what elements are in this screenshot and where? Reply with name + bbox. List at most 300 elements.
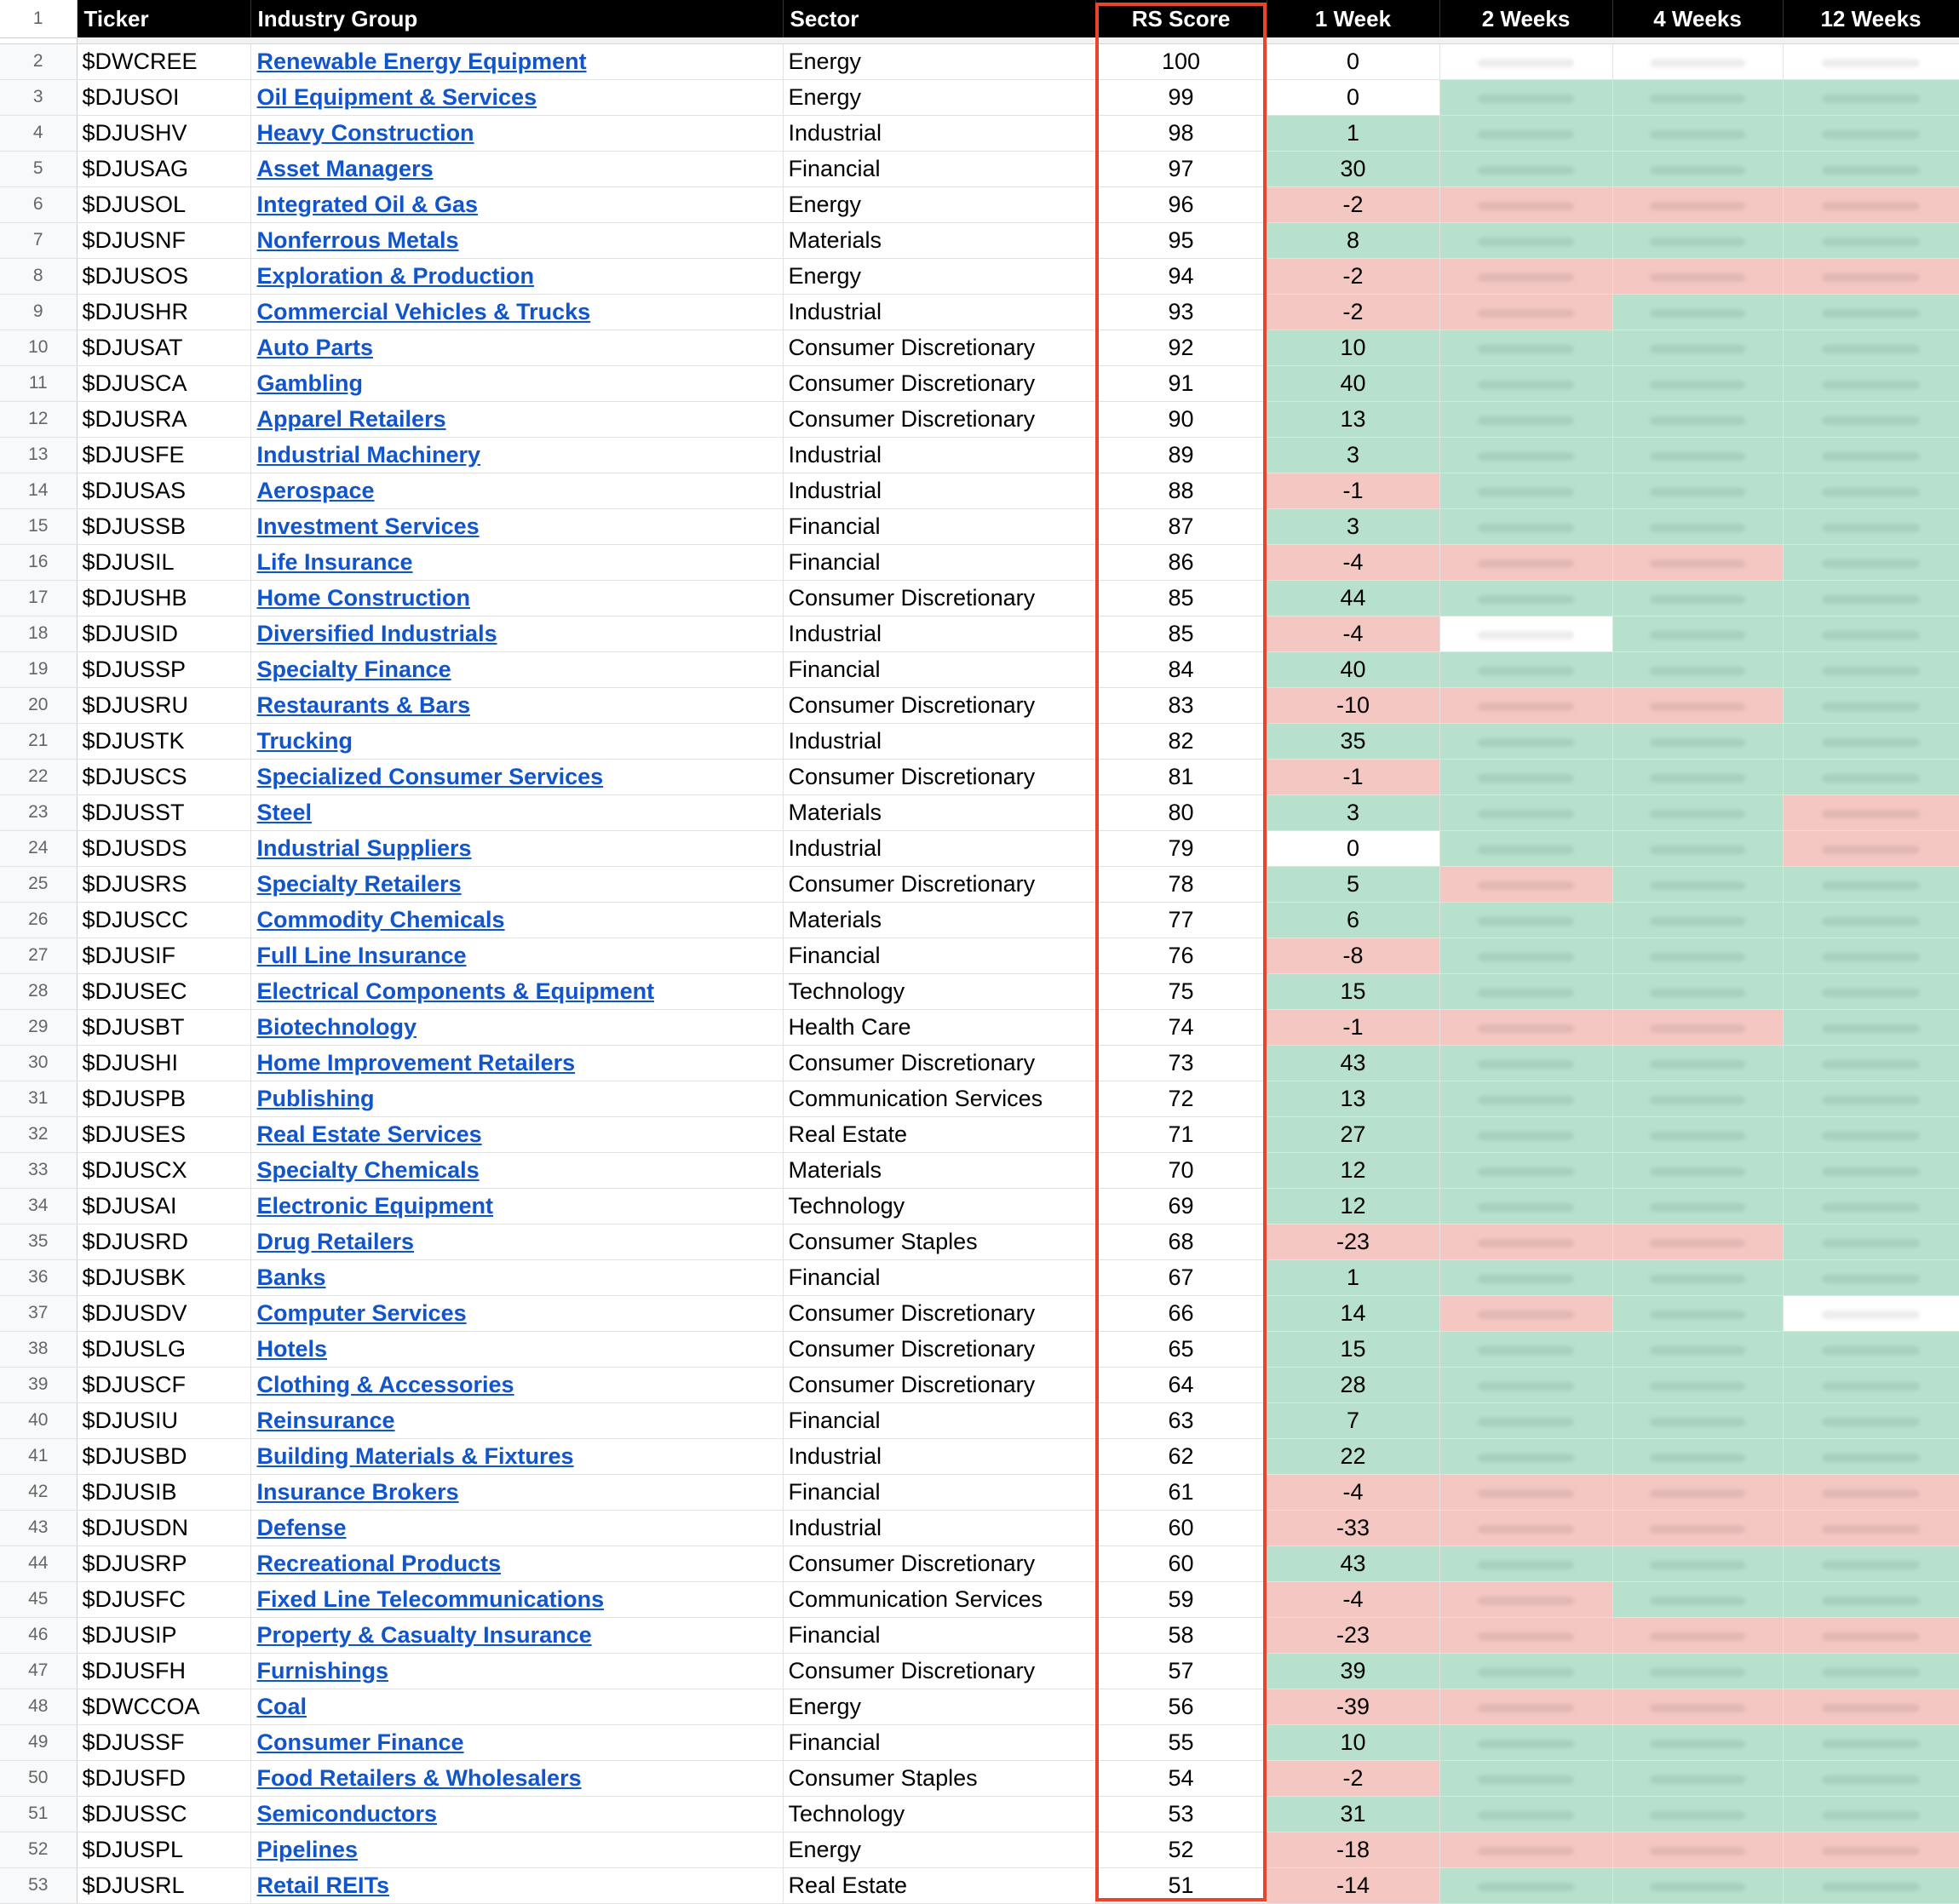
rs-score-cell[interactable]: 77 <box>1095 902 1267 938</box>
week12-change-cell-redacted[interactable] <box>1783 1224 1959 1259</box>
ticker-cell[interactable]: $DJUSRU <box>77 687 250 723</box>
week12-change-cell-redacted[interactable] <box>1783 973 1959 1009</box>
sector-cell[interactable]: Technology <box>783 1796 1095 1832</box>
ticker-cell[interactable]: $DJUSRP <box>77 1546 250 1581</box>
industry-group-cell[interactable] <box>250 115 783 151</box>
ticker-cell[interactable]: $DJUSPL <box>77 1832 250 1867</box>
industry-group-cell[interactable] <box>250 830 783 866</box>
week1-change-cell[interactable]: 1 <box>1267 1259 1439 1295</box>
week1-change-cell[interactable]: 10 <box>1267 1724 1439 1760</box>
rs-score-cell[interactable]: 82 <box>1095 723 1267 759</box>
ticker-cell[interactable]: $DJUSAS <box>77 473 250 508</box>
industry-group-cell[interactable] <box>250 1653 783 1689</box>
week2-change-cell-redacted[interactable] <box>1439 830 1612 866</box>
industry-group-link[interactable]: Biotechnology <box>256 1013 417 1040</box>
sector-cell[interactable]: Industrial <box>783 723 1095 759</box>
ticker-cell[interactable]: $DJUSHI <box>77 1045 250 1081</box>
industry-group-link[interactable]: Diversified Industrials <box>256 620 497 646</box>
week12-change-cell-redacted[interactable] <box>1783 1796 1959 1832</box>
sector-cell[interactable]: Consumer Discretionary <box>783 401 1095 437</box>
ticker-cell[interactable]: $DJUSCF <box>77 1367 250 1402</box>
week2-change-cell-redacted[interactable] <box>1439 616 1612 651</box>
industry-group-link[interactable]: Industrial Suppliers <box>256 834 472 861</box>
week1-change-cell[interactable]: -14 <box>1267 1867 1439 1903</box>
industry-group-link[interactable]: Nonferrous Metals <box>256 227 459 253</box>
week4-change-cell-redacted[interactable] <box>1612 1367 1783 1402</box>
ticker-cell[interactable]: $DJUSAI <box>77 1188 250 1224</box>
industry-group-link[interactable]: Real Estate Services <box>256 1121 482 1147</box>
week1-change-cell[interactable]: -23 <box>1267 1617 1439 1653</box>
ticker-cell[interactable]: $DJUSFE <box>77 437 250 473</box>
industry-group-cell[interactable] <box>250 1832 783 1867</box>
industry-group-link[interactable]: Drug Retailers <box>256 1228 415 1254</box>
week1-change-cell[interactable]: -4 <box>1267 1474 1439 1510</box>
week1-change-cell[interactable]: -33 <box>1267 1510 1439 1546</box>
industry-group-cell[interactable] <box>250 1510 783 1546</box>
sector-cell[interactable]: Communication Services <box>783 1081 1095 1116</box>
row-number[interactable]: 33 <box>0 1152 77 1188</box>
week4-change-cell-redacted[interactable] <box>1612 1188 1783 1224</box>
week1-change-cell[interactable]: 40 <box>1267 651 1439 687</box>
row-number[interactable]: 21 <box>0 723 77 759</box>
week4-change-cell-redacted[interactable] <box>1612 938 1783 973</box>
ticker-cell[interactable]: $DJUSDS <box>77 830 250 866</box>
ticker-cell[interactable]: $DJUSIP <box>77 1617 250 1653</box>
rs-score-cell[interactable]: 98 <box>1095 115 1267 151</box>
week2-change-cell-redacted[interactable] <box>1439 115 1612 151</box>
industry-group-link[interactable]: Home Construction <box>256 584 471 611</box>
week2-change-cell-redacted[interactable] <box>1439 759 1612 794</box>
week2-change-cell-redacted[interactable] <box>1439 1367 1612 1402</box>
week1-change-cell[interactable]: 44 <box>1267 580 1439 616</box>
week2-change-cell-redacted[interactable] <box>1439 1259 1612 1295</box>
week2-change-cell-redacted[interactable] <box>1439 1724 1612 1760</box>
industry-group-cell[interactable] <box>250 1867 783 1903</box>
column-header-2-weeks[interactable]: 2 Weeks <box>1439 0 1612 37</box>
week12-change-cell-redacted[interactable] <box>1783 1188 1959 1224</box>
ticker-cell[interactable]: $DJUSOS <box>77 258 250 294</box>
industry-group-link[interactable]: Life Insurance <box>256 548 413 575</box>
week12-change-cell-redacted[interactable] <box>1783 151 1959 186</box>
rs-score-cell[interactable]: 90 <box>1095 401 1267 437</box>
rs-score-cell[interactable]: 51 <box>1095 1867 1267 1903</box>
industry-group-link[interactable]: Fixed Line Telecommunications <box>256 1586 605 1612</box>
rs-score-cell[interactable]: 54 <box>1095 1760 1267 1796</box>
industry-group-cell[interactable] <box>250 973 783 1009</box>
row-number[interactable]: 49 <box>0 1724 77 1760</box>
week12-change-cell-redacted[interactable] <box>1783 1474 1959 1510</box>
week12-change-cell-redacted[interactable] <box>1783 1724 1959 1760</box>
week1-change-cell[interactable]: 3 <box>1267 794 1439 830</box>
week4-change-cell-redacted[interactable] <box>1612 1796 1783 1832</box>
week12-change-cell-redacted[interactable] <box>1783 830 1959 866</box>
row-number[interactable]: 10 <box>0 330 77 365</box>
week2-change-cell-redacted[interactable] <box>1439 1081 1612 1116</box>
week1-change-cell[interactable]: -23 <box>1267 1224 1439 1259</box>
week4-change-cell-redacted[interactable] <box>1612 651 1783 687</box>
industry-group-link[interactable]: Heavy Construction <box>256 119 474 146</box>
industry-group-cell[interactable] <box>250 1009 783 1045</box>
week1-change-cell[interactable]: 8 <box>1267 222 1439 258</box>
week1-change-cell[interactable]: 28 <box>1267 1367 1439 1402</box>
week4-change-cell-redacted[interactable] <box>1612 437 1783 473</box>
rs-score-cell[interactable]: 70 <box>1095 1152 1267 1188</box>
week1-change-cell[interactable]: 6 <box>1267 902 1439 938</box>
row-number[interactable]: 32 <box>0 1116 77 1152</box>
week4-change-cell-redacted[interactable] <box>1612 222 1783 258</box>
sector-cell[interactable]: Industrial <box>783 473 1095 508</box>
industry-group-link[interactable]: Full Line Insurance <box>256 942 467 968</box>
week4-change-cell-redacted[interactable] <box>1612 258 1783 294</box>
week1-change-cell[interactable]: 30 <box>1267 151 1439 186</box>
week4-change-cell-redacted[interactable] <box>1612 1259 1783 1295</box>
rs-score-cell[interactable]: 93 <box>1095 294 1267 330</box>
week2-change-cell-redacted[interactable] <box>1439 866 1612 902</box>
rs-score-cell[interactable]: 91 <box>1095 365 1267 401</box>
week4-change-cell-redacted[interactable] <box>1612 1546 1783 1581</box>
industry-group-link[interactable]: Specialized Consumer Services <box>256 763 604 789</box>
industry-group-cell[interactable] <box>250 794 783 830</box>
week12-change-cell-redacted[interactable] <box>1783 938 1959 973</box>
industry-group-link[interactable]: Insurance Brokers <box>256 1478 459 1505</box>
row-number[interactable]: 20 <box>0 687 77 723</box>
industry-group-link[interactable]: Coal <box>256 1693 307 1719</box>
industry-group-cell[interactable] <box>250 759 783 794</box>
sector-cell[interactable]: Consumer Discretionary <box>783 365 1095 401</box>
industry-group-link[interactable]: Industrial Machinery <box>256 441 481 467</box>
sector-cell[interactable]: Technology <box>783 1188 1095 1224</box>
row-number[interactable]: 23 <box>0 794 77 830</box>
ticker-cell[interactable]: $DJUSSC <box>77 1796 250 1832</box>
industry-group-cell[interactable] <box>250 186 783 222</box>
week12-change-cell-redacted[interactable] <box>1783 687 1959 723</box>
industry-group-cell[interactable] <box>250 1224 783 1259</box>
week4-change-cell-redacted[interactable] <box>1612 1045 1783 1081</box>
sector-cell[interactable]: Consumer Discretionary <box>783 1045 1095 1081</box>
ticker-cell[interactable]: $DJUSLG <box>77 1331 250 1367</box>
row-header-1[interactable]: 1 <box>0 0 77 37</box>
week2-change-cell-redacted[interactable] <box>1439 1331 1612 1367</box>
sector-cell[interactable]: Financial <box>783 938 1095 973</box>
week2-change-cell-redacted[interactable] <box>1439 222 1612 258</box>
week4-change-cell-redacted[interactable] <box>1612 1438 1783 1474</box>
ticker-cell[interactable]: $DJUSHB <box>77 580 250 616</box>
sector-cell[interactable]: Consumer Staples <box>783 1224 1095 1259</box>
industry-group-cell[interactable] <box>250 1116 783 1152</box>
ticker-cell[interactable]: $DJUSSB <box>77 508 250 544</box>
rs-score-cell[interactable]: 56 <box>1095 1689 1267 1724</box>
row-number[interactable]: 27 <box>0 938 77 973</box>
sector-cell[interactable]: Communication Services <box>783 1581 1095 1617</box>
week1-change-cell[interactable]: 13 <box>1267 1081 1439 1116</box>
week12-change-cell-redacted[interactable] <box>1783 330 1959 365</box>
rs-score-cell[interactable]: 72 <box>1095 1081 1267 1116</box>
week2-change-cell-redacted[interactable] <box>1439 1116 1612 1152</box>
row-number[interactable]: 7 <box>0 222 77 258</box>
ticker-cell[interactable]: $DJUSAG <box>77 151 250 186</box>
rs-score-cell[interactable]: 60 <box>1095 1510 1267 1546</box>
week4-change-cell-redacted[interactable] <box>1612 365 1783 401</box>
column-header-12-weeks[interactable]: 12 Weeks <box>1783 0 1959 37</box>
rs-score-cell[interactable]: 86 <box>1095 544 1267 580</box>
week1-change-cell[interactable]: 10 <box>1267 330 1439 365</box>
sector-cell[interactable]: Consumer Discretionary <box>783 687 1095 723</box>
industry-group-link[interactable]: Reinsurance <box>256 1407 395 1433</box>
week4-change-cell-redacted[interactable] <box>1612 1760 1783 1796</box>
week2-change-cell-redacted[interactable] <box>1439 294 1612 330</box>
week12-change-cell-redacted[interactable] <box>1783 1581 1959 1617</box>
week1-change-cell[interactable]: 14 <box>1267 1295 1439 1331</box>
row-number[interactable]: 41 <box>0 1438 77 1474</box>
ticker-cell[interactable]: $DJUSAT <box>77 330 250 365</box>
week2-change-cell-redacted[interactable] <box>1439 1617 1612 1653</box>
rs-score-cell[interactable]: 69 <box>1095 1188 1267 1224</box>
row-number[interactable]: 46 <box>0 1617 77 1653</box>
week2-change-cell-redacted[interactable] <box>1439 938 1612 973</box>
week2-change-cell-redacted[interactable] <box>1439 1581 1612 1617</box>
rs-score-cell[interactable]: 85 <box>1095 580 1267 616</box>
rs-score-cell[interactable]: 64 <box>1095 1367 1267 1402</box>
week4-change-cell-redacted[interactable] <box>1612 1116 1783 1152</box>
industry-group-cell[interactable] <box>250 687 783 723</box>
industry-group-link[interactable]: Specialty Retailers <box>256 870 462 897</box>
week4-change-cell-redacted[interactable] <box>1612 1009 1783 1045</box>
week1-change-cell[interactable]: 3 <box>1267 508 1439 544</box>
week1-change-cell[interactable]: 35 <box>1267 723 1439 759</box>
week12-change-cell-redacted[interactable] <box>1783 1045 1959 1081</box>
week12-change-cell-redacted[interactable] <box>1783 1152 1959 1188</box>
week12-change-cell-redacted[interactable] <box>1783 1510 1959 1546</box>
ticker-cell[interactable]: $DJUSRL <box>77 1867 250 1903</box>
ticker-cell[interactable]: $DJUSPB <box>77 1081 250 1116</box>
column-header-sector[interactable]: Sector <box>783 0 1095 37</box>
row-number[interactable]: 35 <box>0 1224 77 1259</box>
industry-group-link[interactable]: Computer Services <box>256 1299 467 1326</box>
week1-change-cell[interactable]: 43 <box>1267 1045 1439 1081</box>
week4-change-cell-redacted[interactable] <box>1612 866 1783 902</box>
sector-cell[interactable]: Industrial <box>783 115 1095 151</box>
row-number[interactable]: 39 <box>0 1367 77 1402</box>
week1-change-cell[interactable]: 12 <box>1267 1188 1439 1224</box>
week1-change-cell[interactable]: -4 <box>1267 544 1439 580</box>
week4-change-cell-redacted[interactable] <box>1612 1402 1783 1438</box>
row-number[interactable]: 16 <box>0 544 77 580</box>
industry-group-cell[interactable] <box>250 222 783 258</box>
sector-cell[interactable]: Financial <box>783 651 1095 687</box>
week12-change-cell-redacted[interactable] <box>1783 1116 1959 1152</box>
week2-change-cell-redacted[interactable] <box>1439 1832 1612 1867</box>
week2-change-cell-redacted[interactable] <box>1439 151 1612 186</box>
sector-cell[interactable]: Health Care <box>783 1009 1095 1045</box>
sector-cell[interactable]: Industrial <box>783 1510 1095 1546</box>
row-number[interactable]: 17 <box>0 580 77 616</box>
week2-change-cell-redacted[interactable] <box>1439 1689 1612 1724</box>
industry-group-link[interactable]: Property & Casualty Insurance <box>256 1621 592 1648</box>
industry-group-cell[interactable] <box>250 580 783 616</box>
rs-score-cell[interactable]: 65 <box>1095 1331 1267 1367</box>
industry-group-cell[interactable] <box>250 258 783 294</box>
week2-change-cell-redacted[interactable] <box>1439 473 1612 508</box>
week1-change-cell[interactable]: 27 <box>1267 1116 1439 1152</box>
week2-change-cell-redacted[interactable] <box>1439 544 1612 580</box>
industry-group-cell[interactable] <box>250 1188 783 1224</box>
sector-cell[interactable]: Materials <box>783 902 1095 938</box>
industry-group-cell[interactable] <box>250 151 783 186</box>
industry-group-link[interactable]: Exploration & Production <box>256 262 535 289</box>
sector-cell[interactable]: Consumer Staples <box>783 1760 1095 1796</box>
week12-change-cell-redacted[interactable] <box>1783 508 1959 544</box>
ticker-cell[interactable]: $DJUSRD <box>77 1224 250 1259</box>
ticker-cell[interactable]: $DJUSFC <box>77 1581 250 1617</box>
week4-change-cell-redacted[interactable] <box>1612 186 1783 222</box>
week12-change-cell-redacted[interactable] <box>1783 902 1959 938</box>
row-number[interactable]: 2 <box>0 43 77 79</box>
week12-change-cell-redacted[interactable] <box>1783 1438 1959 1474</box>
week2-change-cell-redacted[interactable] <box>1439 1152 1612 1188</box>
week2-change-cell-redacted[interactable] <box>1439 794 1612 830</box>
industry-group-link[interactable]: Trucking <box>256 727 353 754</box>
ticker-cell[interactable]: $DJUSOL <box>77 186 250 222</box>
column-header-4-weeks[interactable]: 4 Weeks <box>1612 0 1783 37</box>
row-number[interactable]: 26 <box>0 902 77 938</box>
week1-change-cell[interactable]: -4 <box>1267 616 1439 651</box>
industry-group-cell[interactable] <box>250 1546 783 1581</box>
week4-change-cell-redacted[interactable] <box>1612 1081 1783 1116</box>
industry-group-cell[interactable] <box>250 1045 783 1081</box>
industry-group-cell[interactable] <box>250 1689 783 1724</box>
ticker-cell[interactable]: $DJUSRS <box>77 866 250 902</box>
week12-change-cell-redacted[interactable] <box>1783 1259 1959 1295</box>
industry-group-link[interactable]: Semiconductors <box>256 1800 438 1827</box>
week12-change-cell-redacted[interactable] <box>1783 1832 1959 1867</box>
industry-group-link[interactable]: Electronic Equipment <box>256 1192 494 1219</box>
week2-change-cell-redacted[interactable] <box>1439 687 1612 723</box>
week1-change-cell[interactable]: -1 <box>1267 1009 1439 1045</box>
week2-change-cell-redacted[interactable] <box>1439 1760 1612 1796</box>
sector-cell[interactable]: Materials <box>783 222 1095 258</box>
row-number[interactable]: 31 <box>0 1081 77 1116</box>
row-number[interactable]: 37 <box>0 1295 77 1331</box>
row-number[interactable]: 38 <box>0 1331 77 1367</box>
ticker-cell[interactable]: $DJUSIF <box>77 938 250 973</box>
row-number[interactable]: 6 <box>0 186 77 222</box>
ticker-cell[interactable]: $DJUSBT <box>77 1009 250 1045</box>
sector-cell[interactable]: Financial <box>783 1474 1095 1510</box>
industry-group-cell[interactable] <box>250 1760 783 1796</box>
rs-score-cell[interactable]: 66 <box>1095 1295 1267 1331</box>
week12-change-cell-redacted[interactable] <box>1783 222 1959 258</box>
ticker-cell[interactable]: $DJUSST <box>77 794 250 830</box>
week4-change-cell-redacted[interactable] <box>1612 151 1783 186</box>
ticker-cell[interactable]: $DJUSCC <box>77 902 250 938</box>
rs-score-cell[interactable]: 85 <box>1095 616 1267 651</box>
week4-change-cell-redacted[interactable] <box>1612 1295 1783 1331</box>
row-number[interactable]: 47 <box>0 1653 77 1689</box>
row-number[interactable]: 51 <box>0 1796 77 1832</box>
rs-score-cell[interactable]: 88 <box>1095 473 1267 508</box>
week2-change-cell-redacted[interactable] <box>1439 43 1612 79</box>
week12-change-cell-redacted[interactable] <box>1783 79 1959 115</box>
industry-group-cell[interactable] <box>250 902 783 938</box>
rs-score-cell[interactable]: 79 <box>1095 830 1267 866</box>
industry-group-link[interactable]: Specialty Chemicals <box>256 1156 480 1183</box>
week4-change-cell-redacted[interactable] <box>1612 1689 1783 1724</box>
rs-score-cell[interactable]: 87 <box>1095 508 1267 544</box>
rs-score-cell[interactable]: 76 <box>1095 938 1267 973</box>
rs-score-cell[interactable]: 95 <box>1095 222 1267 258</box>
week4-change-cell-redacted[interactable] <box>1612 1867 1783 1903</box>
ticker-cell[interactable]: $DJUSSP <box>77 651 250 687</box>
rs-score-cell[interactable]: 67 <box>1095 1259 1267 1295</box>
industry-group-link[interactable]: Investment Services <box>256 513 480 539</box>
ticker-cell[interactable]: $DJUSNF <box>77 222 250 258</box>
industry-group-cell[interactable] <box>250 723 783 759</box>
week2-change-cell-redacted[interactable] <box>1439 651 1612 687</box>
week12-change-cell-redacted[interactable] <box>1783 115 1959 151</box>
row-number[interactable]: 15 <box>0 508 77 544</box>
rs-score-cell[interactable]: 75 <box>1095 973 1267 1009</box>
industry-group-cell[interactable] <box>250 1152 783 1188</box>
week2-change-cell-redacted[interactable] <box>1439 1438 1612 1474</box>
week12-change-cell-redacted[interactable] <box>1783 794 1959 830</box>
ticker-cell[interactable]: $DJUSBK <box>77 1259 250 1295</box>
sector-cell[interactable]: Consumer Discretionary <box>783 580 1095 616</box>
industry-group-cell[interactable] <box>250 401 783 437</box>
week2-change-cell-redacted[interactable] <box>1439 902 1612 938</box>
ticker-cell[interactable]: $DWCREE <box>77 43 250 79</box>
rs-score-cell[interactable]: 58 <box>1095 1617 1267 1653</box>
rs-score-cell[interactable]: 89 <box>1095 437 1267 473</box>
week2-change-cell-redacted[interactable] <box>1439 973 1612 1009</box>
week2-change-cell-redacted[interactable] <box>1439 723 1612 759</box>
week1-change-cell[interactable]: 15 <box>1267 1331 1439 1367</box>
industry-group-link[interactable]: Retail REITs <box>256 1872 390 1898</box>
week2-change-cell-redacted[interactable] <box>1439 508 1612 544</box>
week4-change-cell-redacted[interactable] <box>1612 687 1783 723</box>
week1-change-cell[interactable]: -8 <box>1267 938 1439 973</box>
week2-change-cell-redacted[interactable] <box>1439 1009 1612 1045</box>
week1-change-cell[interactable]: -2 <box>1267 186 1439 222</box>
sector-cell[interactable]: Financial <box>783 1617 1095 1653</box>
week12-change-cell-redacted[interactable] <box>1783 1689 1959 1724</box>
week12-change-cell-redacted[interactable] <box>1783 473 1959 508</box>
sector-cell[interactable]: Energy <box>783 258 1095 294</box>
row-number[interactable]: 28 <box>0 973 77 1009</box>
week2-change-cell-redacted[interactable] <box>1439 437 1612 473</box>
rs-score-cell[interactable]: 74 <box>1095 1009 1267 1045</box>
industry-group-link[interactable]: Integrated Oil & Gas <box>256 191 479 217</box>
week4-change-cell-redacted[interactable] <box>1612 1510 1783 1546</box>
ticker-cell[interactable]: $DJUSHR <box>77 294 250 330</box>
row-number[interactable]: 14 <box>0 473 77 508</box>
row-number[interactable]: 48 <box>0 1689 77 1724</box>
industry-group-link[interactable]: Home Improvement Retailers <box>256 1049 576 1075</box>
rs-score-cell[interactable]: 52 <box>1095 1832 1267 1867</box>
industry-group-cell[interactable] <box>250 1438 783 1474</box>
row-number[interactable]: 24 <box>0 830 77 866</box>
industry-group-cell[interactable] <box>250 1295 783 1331</box>
week12-change-cell-redacted[interactable] <box>1783 1653 1959 1689</box>
ticker-cell[interactable]: $DJUSTK <box>77 723 250 759</box>
week12-change-cell-redacted[interactable] <box>1783 651 1959 687</box>
ticker-cell[interactable]: $DJUSIL <box>77 544 250 580</box>
industry-group-link[interactable]: Food Retailers & Wholesalers <box>256 1764 582 1791</box>
row-number[interactable]: 36 <box>0 1259 77 1295</box>
week4-change-cell-redacted[interactable] <box>1612 1152 1783 1188</box>
sector-cell[interactable]: Real Estate <box>783 1116 1095 1152</box>
industry-group-cell[interactable] <box>250 79 783 115</box>
row-number[interactable]: 19 <box>0 651 77 687</box>
